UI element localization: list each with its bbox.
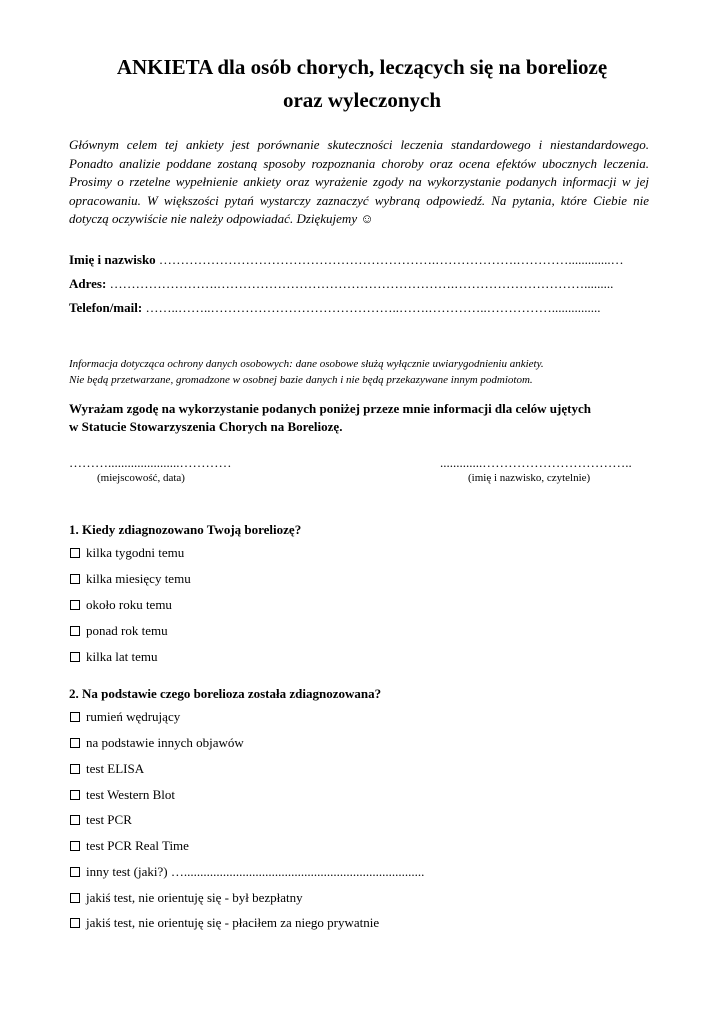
q1-option-label: ponad rok temu: [86, 623, 168, 638]
checkbox-icon[interactable]: [70, 764, 80, 774]
checkbox-icon[interactable]: [70, 815, 80, 825]
privacy-note-line2: Nie będą przetwarzane, gromadzone w osobnej bazie danych i nie będą przekazywane innym podmiotom.: [69, 374, 533, 386]
q2-option-label: test PCR Real Time: [86, 838, 189, 853]
q2-option-label: test ELISA: [86, 761, 145, 776]
q2-option-label: na podstawie innych objawów: [86, 735, 244, 750]
q2-option[interactable]: [69, 786, 175, 804]
q1-option[interactable]: [69, 622, 168, 640]
q2-option-label: test PCR: [86, 812, 132, 827]
checkbox-icon[interactable]: [70, 548, 80, 558]
checkbox-icon[interactable]: [70, 918, 80, 928]
q1-option[interactable]: [69, 596, 172, 614]
name-label: Imię i nazwisko: [69, 252, 156, 267]
checkbox-icon[interactable]: [70, 626, 80, 636]
checkbox-icon[interactable]: [70, 738, 80, 748]
q1-option-label: kilka lat temu: [86, 649, 158, 664]
phone-field[interactable]: [69, 299, 649, 317]
q2-option[interactable]: [69, 708, 180, 726]
q2-option[interactable]: [69, 811, 132, 829]
q2-option-label: test Western Blot: [86, 787, 175, 802]
q1-option[interactable]: [69, 648, 157, 666]
phone-label: Telefon/mail:: [69, 300, 143, 315]
q1-option[interactable]: [69, 544, 184, 562]
place-date-caption: (miejscowość, data): [97, 472, 185, 484]
consent-line1: Wyrażam zgodę na wykorzystanie podanych poniżej przeze mnie informacji dla celów ujętych: [69, 401, 591, 416]
checkbox-icon[interactable]: [70, 841, 80, 851]
address-dots: …………………….……………………………………………….………………………….........: [109, 276, 614, 291]
signature-field[interactable]: .............……………………………..: [440, 455, 632, 470]
checkbox-icon[interactable]: [70, 893, 80, 903]
intro-paragraph: Głównym celem tej ankiety jest porównanie skuteczności leczenia standardowego i niestandardowego. Ponadto analizie poddane zostaną sposoby rozpoznania choroby oraz ocena efektów ubocznych leczenia. Prosimy o rzetelne wypełnienie ankiety oraz wyrażenie zgody na wykorzystanie podanych informacji w jej opracowaniu. W większości pytań wystarczy zaznaczyć wybraną odpowiedź. Na pytania, które Ciebie nie dotyczą oczywiście nie należy odpowiadać. Dziękujemy ☺: [69, 137, 649, 227]
q2-option[interactable]: [69, 760, 144, 778]
consent-line2: w Statucie Stowarzyszenia Chorych na Boreliozę.: [69, 419, 343, 434]
address-label: Adres:: [69, 276, 107, 291]
question-2-title: 2. Na podstawie czego borelioza została zdiagnozowana?: [69, 686, 382, 701]
signature-caption: (imię i nazwisko, czytelnie): [468, 472, 591, 484]
q2-option[interactable]: [69, 837, 189, 855]
place-date-field[interactable]: ………......................…………: [69, 455, 232, 470]
name-field[interactable]: [69, 251, 649, 269]
privacy-note-line1: Informacja dotycząca ochrony danych osobowych: dane osobowe służą wyłącznie uwiarygodnieniu ankiety.: [69, 358, 544, 370]
q2-option[interactable]: [69, 863, 424, 881]
q2-option-label: jakiś test, nie orientuję się - płaciłem za niego prywatnie: [86, 915, 380, 930]
q2-option[interactable]: [69, 914, 379, 932]
q2-option[interactable]: [69, 734, 244, 752]
q1-option[interactable]: [69, 570, 191, 588]
checkbox-icon[interactable]: [70, 574, 80, 584]
q2-option-label: inny test (jaki?) …..........................................................................: [86, 864, 425, 879]
page-title: ANKIETA dla osób chorych, leczących się na boreliozę: [116, 55, 608, 79]
checkbox-icon[interactable]: [70, 712, 80, 722]
checkbox-icon[interactable]: [70, 600, 80, 610]
q2-option[interactable]: [69, 889, 303, 907]
q1-option-label: około roku temu: [86, 597, 172, 612]
address-field[interactable]: [69, 275, 649, 293]
question-1-title: 1. Kiedy zdiagnozowano Twoją boreliozę?: [69, 522, 302, 537]
name-dots: ……………………………………………………….……………….………….............…: [158, 252, 624, 267]
checkbox-icon[interactable]: [70, 790, 80, 800]
phone-dots: ……..……..……………………………………..…….…………..……………...............: [145, 300, 601, 315]
q2-option-label: jakiś test, nie orientuję się - był bezpłatny: [86, 890, 303, 905]
q1-option-label: kilka miesięcy temu: [86, 571, 191, 586]
checkbox-icon[interactable]: [70, 652, 80, 662]
checkbox-icon[interactable]: [70, 867, 80, 877]
q2-option-label: rumień wędrujący: [86, 709, 181, 724]
page-subtitle: oraz wyleczonych: [282, 88, 442, 112]
q1-option-label: kilka tygodni temu: [86, 545, 185, 560]
